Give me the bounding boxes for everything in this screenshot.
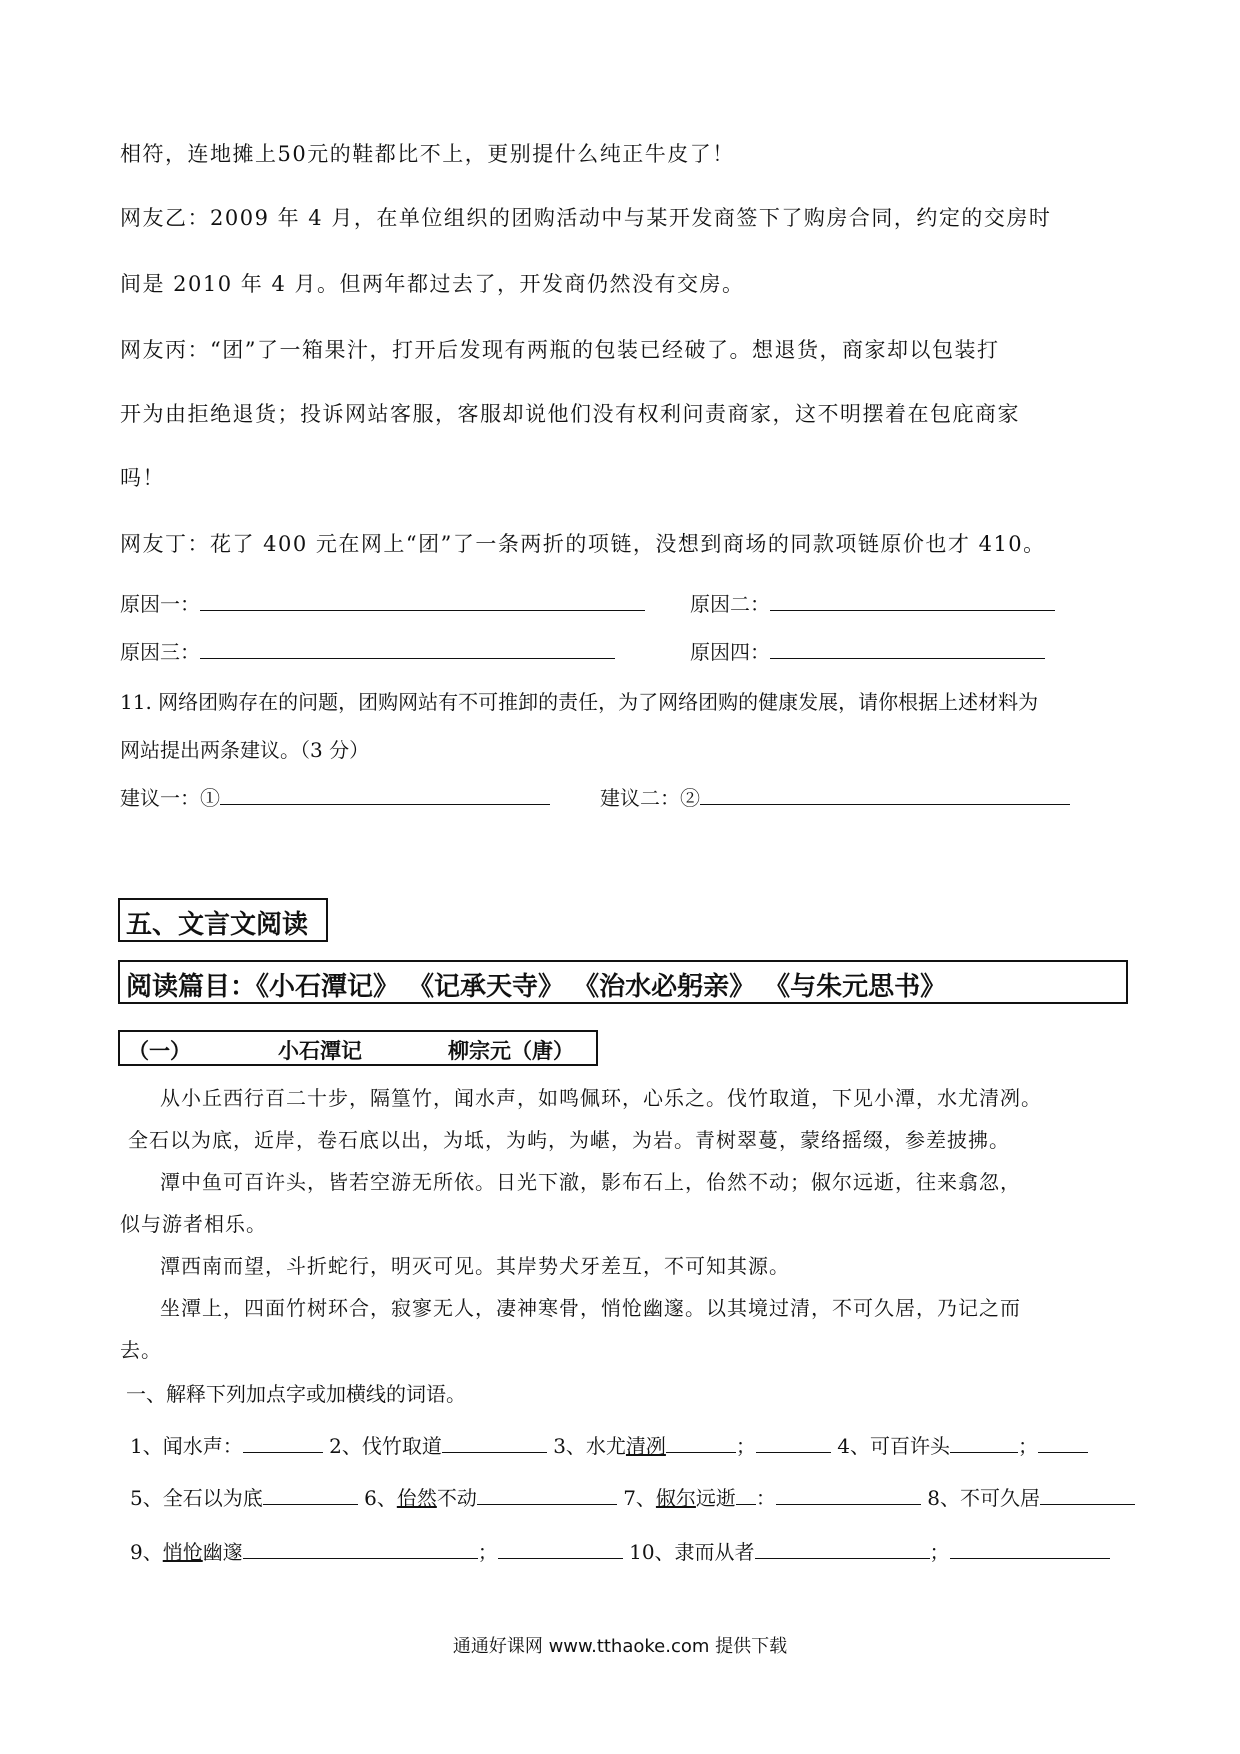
text-line-1: 相符，连地摊上50元的鞋都比不上，更别提什么纯正牛皮了！ [120,142,735,166]
reason-4-label: 原因四： [690,640,770,664]
vocab-q7-blank-a[interactable] [736,1484,756,1505]
vocab-q10-blank-a[interactable] [755,1538,930,1559]
sub-section-number: （一） [128,1039,191,1063]
vocab-q5: 5、全石以为底 [130,1486,263,1510]
reason-2 [690,588,1055,617]
vocab-q6: 6、 [364,1486,397,1510]
vocab-q6-rest: 不动 [436,1486,477,1510]
vocab-q3-word: 清冽 [625,1434,666,1458]
reason-3 [120,636,615,665]
reason-3-blank[interactable] [200,638,615,659]
passage-line-2: 全石以为底，近岸，卷石底以出，为坻，为屿，为嵁，为岩。青树翠蔓，蒙络摇缀，参差披拂。 [128,1128,1010,1152]
passage-line-7: 去。 [120,1338,162,1362]
vocab-intro: 一、解释下列加点字或加横线的词语。 [126,1382,466,1406]
vocab-q9-blank-a[interactable] [243,1538,478,1559]
suggestion-1-label: 建议一：① [120,786,220,810]
passage-line-5: 潭西南而望，斗折蛇行，明灭可见。其岸势犬牙差互，不可知其源。 [160,1254,790,1278]
reason-2-label: 原因二： [690,592,770,616]
vocab-q3-blank-b[interactable] [756,1432,831,1453]
vocab-row-2 [130,1482,1135,1511]
passage-line-3: 潭中鱼可百许头，皆若空游无所依。日光下澈，影布石上，佁然不动；俶尔远逝，往来翕忽， [160,1170,1021,1194]
vocab-q3-semi: ； [735,1434,756,1458]
vocab-q10-blank-b[interactable] [950,1538,1110,1559]
vocab-q9-rest: 幽邃 [202,1540,243,1564]
vocab-q7-word: 俶尔 [655,1486,696,1510]
suggestion-1-blank[interactable] [220,784,550,805]
reason-4 [690,636,1045,665]
vocab-q2-blank[interactable] [442,1432,547,1453]
vocab-row-1 [130,1430,1088,1459]
passage-line-4: 似与游者相乐。 [120,1212,267,1236]
vocab-q9: 9、 [130,1540,163,1564]
page-footer: 通通好课网 www.tthaoke.com 提供下载 [452,1636,788,1657]
vocab-q1: 1、闻水声： [130,1434,243,1458]
vocab-q8: 8、不可久居 [927,1486,1041,1510]
vocab-q6-blank[interactable] [477,1484,617,1505]
vocab-q5-blank[interactable] [263,1484,358,1505]
vocab-q9-semi: ； [477,1540,498,1564]
reason-3-label: 原因三： [120,640,200,664]
vocab-q4-blank-b[interactable] [1038,1432,1088,1453]
vocab-q4-semi: ； [1018,1434,1039,1458]
vocab-q9-word: 悄怆 [162,1540,203,1564]
reason-1 [120,588,645,617]
suggestion-2-label: 建议二：② [600,786,700,810]
vocab-q7-colon: ： [755,1486,776,1510]
text-line-3: 间是 2010 年 4 月。但两年都过去了，开发商仍然没有交房。 [120,272,745,296]
reason-2-blank[interactable] [770,590,1055,611]
vocab-q9-blank-b[interactable] [498,1538,623,1559]
vocab-q8-blank[interactable] [1040,1484,1135,1505]
vocab-q3-blank-a[interactable] [666,1432,736,1453]
vocab-q10: 10、隶而从者 [629,1540,755,1564]
vocab-q7-rest: 远逝 [695,1486,736,1510]
reason-4-blank[interactable] [770,638,1045,659]
reason-1-label: 原因一： [120,592,200,616]
vocab-row-3 [130,1536,1110,1565]
q11-line-2: 网站提出两条建议。（3 分） [120,738,370,762]
vocab-q1-blank[interactable] [243,1432,323,1453]
passage-line-1: 从小丘西行百二十步，隔篁竹，闻水声，如鸣佩环，心乐之。伐竹取道，下见小潭，水尤清冽。 [160,1086,1042,1110]
text-line-2: 网友乙：2009 年 4 月，在单位组织的团购活动中与某开发商签下了购房合同，约定的交房时 [120,206,1052,230]
vocab-q6-word: 佁然 [396,1486,437,1510]
text-line-5: 开为由拒绝退货；投诉网站客服，客服却说他们没有权利问责商家，这不明摆着在包庇商家 [120,402,1020,426]
reading-list-title: 阅读篇目：《小石潭记》 《记承天寺》 《治水必躬亲》 《与朱元思书》 [118,960,1128,1004]
section-5-title: 五、文言文阅读 [118,898,328,942]
reason-1-blank[interactable] [200,590,645,611]
passage-line-6: 坐潭上，四面竹树环合，寂寥无人，凄神寒骨，悄怆幽邃。以其境过清，不可久居，乃记之而 [160,1296,1021,1320]
vocab-q4-blank-a[interactable] [950,1432,1018,1453]
vocab-q2: 2、伐竹取道 [329,1434,442,1458]
text-line-7: 网友丁：花了 400 元在网上“团”了一条两折的项链，没想到商场的同款项链原价也才 410。 [120,532,1046,556]
vocab-q4: 4、可百许头 [837,1434,951,1458]
sub-section-author: 柳宗元（唐） [448,1039,574,1063]
sub-section-title [118,1030,598,1066]
vocab-q3: 3、水尤 [553,1434,626,1458]
vocab-q7-blank-b[interactable] [776,1484,921,1505]
vocab-q7: 7、 [623,1486,656,1510]
sub-section-name: 小石潭记 [278,1039,362,1063]
text-line-4: 网友丙：“团”了一箱果汁，打开后发现有两瓶的包装已经破了。想退货，商家却以包装打 [120,338,1000,362]
vocab-q10-semi: ； [929,1540,950,1564]
suggestion-2 [600,782,1070,811]
suggestion-1 [120,782,550,811]
text-line-6: 吗！ [120,466,165,490]
q11-line-1: 11. 网络团购存在的问题，团购网站有不可推卸的责任，为了网络团购的健康发展，请你根据上述材料为 [120,690,1039,714]
suggestion-2-blank[interactable] [700,784,1070,805]
